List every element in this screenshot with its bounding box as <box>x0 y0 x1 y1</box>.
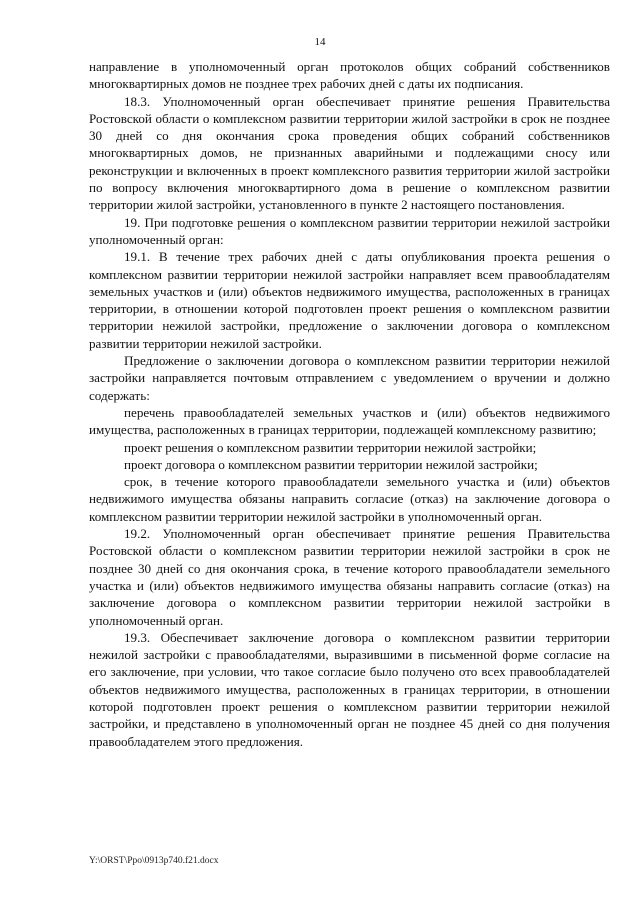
footer-file-path: Y:\ORST\Ppo\0913p740.f21.docx <box>89 856 219 866</box>
paragraph-19-3: 19.3. Обеспечивает заключение договора о комплексном развитии территории нежилой застройки с правообладателями, выразившими в письменной форме согласие на его заключение, при условии, что такое согласие было получено ото всех правообладателей объектов недвижимого имущества, расположенных в границах территории, в отношении которой подготовлен проект решения о комплексном развитии территории нежилой застройки, и представлено в уполномоченный орган не позднее 45 дней со дня получения правообладателем этого предложения. <box>89 629 610 749</box>
list-item-deadline: срок, в течение которого правообладатели земельного участка и (или) объектов недвижимого имущества обязаны направить согласие (отказ) на заключение договора о комплексном развитии территории нежилой застройки в уполномоченный орган. <box>89 474 610 524</box>
paragraph-19-1: 19.1. В течение трех рабочих дней с даты опубликования проекта решения о комплексном развитии территории нежилой застройки направляет всем правообладателям земельных участков и (или) объектов недвижимого имущества, расположенных в границах территории, в отношении которой подготовлен проект решения о комплексном развитии территории нежилой застройки, предложение о заключении договора о комплексном развитии территории нежилой застройки. <box>89 249 610 351</box>
paragraph-continuation: направление в уполномоченный орган протоколов общих собраний собственников многоквартирных домов не позднее трех рабочих дней с даты их подписания. <box>89 59 610 92</box>
list-item-contract-draft: проект договора о комплексном развитии территории нежилой застройки; <box>124 456 538 472</box>
document-body <box>89 58 610 750</box>
paragraph-18-3: 18.3. Уполномоченный орган обеспечивает принятие решения Правительства Ростовской области о комплексном развитии территории жилой застройки в срок не позднее 30 дней со дня окончания срока проведения общих собраний собственников многоквартирных домов, не признанных аварийными и подлежащими сносу или реконструкции и включенных в проект комплексного развития территории жилой застройки по вопросу включения многоквартирного дома в решение о комплексном развитии территории жилой застройки, установленного в пункте 2 настоящего постановления. <box>89 93 610 213</box>
paragraph-proposal-content: Предложение о заключении договора о комплексном развитии территории нежилой застройки направляется почтовым отправлением с уведомлением о вручении и должно содержать: <box>89 353 610 403</box>
list-item-decision-draft: проект решения о комплексном развитии территории нежилой застройки; <box>124 439 537 455</box>
paragraph-19: 19. При подготовке решения о комплексном развитии территории нежилой застройки уполномоченный орган: <box>89 214 610 247</box>
paragraph-19-2: 19.2. Уполномоченный орган обеспечивает принятие решения Правительства Ростовской области о комплексном развитии территории нежилой застройки в срок не позднее 30 дней со дня окончания срока, в течение которого правообладатели земельного участка и (или) объектов недвижимого имущества обязаны направить согласие (отказ) на заключение договора о комплексном развитии территории нежилой застройки в уполномоченный орган. <box>89 526 610 628</box>
list-item-owners: перечень правообладателей земельных участков и (или) объектов недвижимого имущества, расположенных в границах территории, подлежащей комплексному развитию; <box>89 404 610 438</box>
page-number: 14 <box>314 36 326 48</box>
